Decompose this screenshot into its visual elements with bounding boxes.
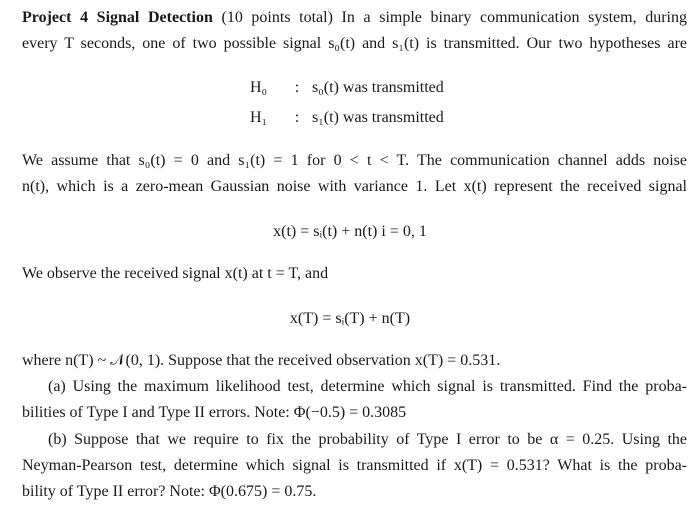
- intro-line-2: every T seconds, one of two possible signal s₀(t) and s₁(t) is transmitted. Our two hypotheses are: [22, 35, 687, 52]
- equation-received-signal: x(t) = sᵢ(t) + n(t) i = 0, 1: [273, 223, 427, 240]
- hypothesis-h0-separator: :: [294, 79, 300, 96]
- hypothesis-h1-label: H₁: [250, 109, 268, 126]
- assumption-line-1: We assume that s₀(t) = 0 and s₁(t) = 1 for 0 < t < T. The communication channel adds noise: [22, 152, 687, 169]
- part-a-line-2: bilities of Type I and Type II errors. Note: Φ(−0.5) = 0.3085: [22, 404, 407, 421]
- assumption-line-2: n(t), which is a zero-mean Gaussian noise with variance 1. Let x(t) represent the received signal: [22, 178, 687, 195]
- noise-and-observation: where n(T) ~ 𝒩(0, 1). Suppose that the received observation x(T) = 0.531.: [22, 352, 501, 369]
- observation-sentence: We observe the received signal x(t) at t = T, and: [22, 265, 329, 282]
- intro-line-1: [22, 8, 687, 28]
- part-a-line-1: (a) Using the maximum likelihood test, determine which signal is transmitted. Find the proba-: [48, 378, 687, 395]
- intro-text: (10 points total) In a simple binary communication system, during: [221, 9, 687, 26]
- equation-observation: x(T) = sᵢ(T) + n(T): [289, 310, 411, 327]
- part-b-line-2: Neyman-Pearson test, determine which signal is transmitted if x(T) = 0.531? What is the proba-: [22, 457, 687, 474]
- hypothesis-h1-separator: :: [294, 109, 300, 126]
- hypothesis-h1-text: s₁(t) was transmitted: [312, 109, 444, 126]
- part-b-line-3: bility of Type II error? Note: Φ(0.675) = 0.75.: [22, 483, 317, 500]
- hypothesis-h0-label: H₀: [250, 79, 268, 96]
- hypothesis-h0-text: s₀(t) was transmitted: [312, 79, 444, 96]
- project-title: Project 4 Signal Detection: [22, 9, 213, 26]
- part-b-line-1: (b) Suppose that we require to fix the probability of Type I error to be α = 0.25. Using the: [48, 431, 687, 448]
